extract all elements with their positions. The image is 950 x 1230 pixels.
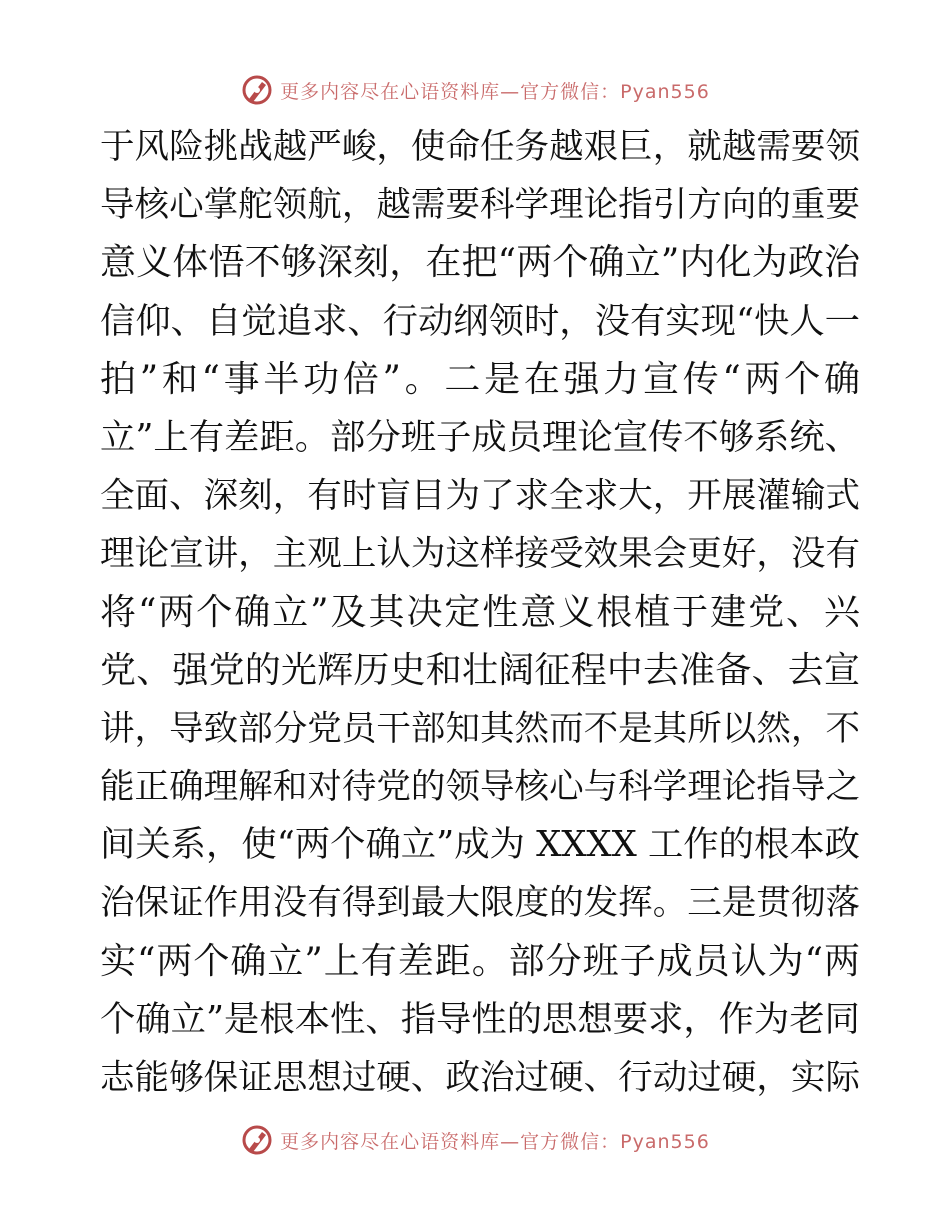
text-line: 能正确理解和对待党的领导核心与科学理论指导之 xyxy=(100,767,860,808)
text-line: 治保证作用没有得到最大限度的发挥。三是贯彻落 xyxy=(100,883,860,924)
text-line: 将“两个确立”及其决定性意义根植于建党、兴 xyxy=(100,591,860,633)
text-line: 志能够保证思想过硬、政治过硬、行动过硬，实际 xyxy=(100,1058,860,1098)
text-line: 信仰、自觉追求、行动纲领时，没有实现“快人一 xyxy=(100,300,860,342)
pen-circle-logo-icon xyxy=(240,1123,274,1157)
text-line: 立”上有差距。部分班子成员理论宣传不够系统、 xyxy=(100,416,860,458)
text-line: 拍”和“事半功倍”。二是在强力宣传“两个确 xyxy=(100,358,860,400)
text-line: 实“两个确立”上有差距。部分班子成员认为“两 xyxy=(100,940,860,982)
text-line: 个确立”是根本性、指导性的思想要求，作为老同 xyxy=(100,998,860,1040)
watermark-text: 更多内容尽在心语资料库—官方微信：Pyan556 xyxy=(280,80,710,103)
text-line: 意义体悟不够深刻，在把“两个确立”内化为政治 xyxy=(100,242,860,284)
pen-circle-logo-icon xyxy=(240,73,274,107)
text-line: 全面、深刻，有时盲目为了求全求大，开展灌输式 xyxy=(100,476,860,517)
text-line: 理论宣讲，主观上认为这样接受效果会更好，没有 xyxy=(100,534,860,575)
text-line: 讲，导致部分党员干部知其然而不是其所以然，不 xyxy=(100,708,860,749)
watermark-text: 更多内容尽在心语资料库—官方微信：Pyan556 xyxy=(280,1130,710,1153)
text-line: 导核心掌舵领航，越需要科学理论指引方向的重要 xyxy=(100,185,860,226)
text-line: 间关系，使“两个确立”成为 XXXX 工作的根本政 xyxy=(100,824,860,866)
watermark-header xyxy=(0,70,950,110)
text-line: 于风险挑战越严峻，使命任务越艰巨，就越需要领 xyxy=(100,127,860,167)
text-line: 党、强党的光辉历史和壮阔征程中去准备、去宣 xyxy=(100,649,860,691)
document-body xyxy=(100,118,860,1107)
watermark-footer xyxy=(0,1120,950,1160)
